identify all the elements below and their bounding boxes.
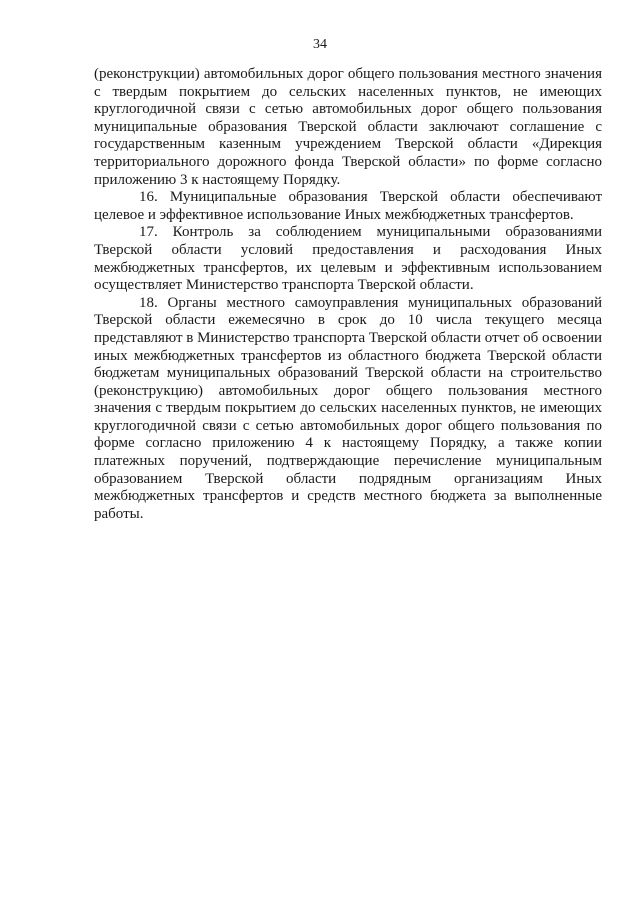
paragraph-18: 18. Органы местного самоуправления муниципальных образований Тверской области ежемесячно в срок до 10 числа текущего месяца представляют в Министерство транспорта Тверской области отчет об освоении иных межбюджетных трансфертов из областного бюджета Тверской области бюджетам муниципальных образований Тверской области на строительство (реконструкцию) автомобильных дорог общего пользования местного значения с твердым покрытием до сельских населенных пунктов, не имеющих круглогодичной связи с сетью автомобильных дорог общего пользования по форме согласно приложению 4 к настоящему Порядку, а также копии платежных поручений, подтверждающие перечисление муниципальным образованием Тверской области подрядным организациям Иных межбюджетных трансфертов и средств местного бюджета за выполненные работы. — [94, 294, 602, 522]
paragraph-16: 16. Муниципальные образования Тверской области обеспечивают целевое и эффективное использование Иных межбюджетных трансфертов. — [94, 189, 602, 223]
paragraph-17: 17. Контроль за соблюдением муниципальными образованиями Тверской области условий предоставления и расходования Иных межбюджетных трансфертов, их целевым и эффективным использованием осуществляет Министерство транспорта Тверской области. — [94, 224, 602, 294]
document-body — [94, 66, 602, 523]
paragraph-continuation: (реконструкции) автомобильных дорог общего пользования местного значения с твердым покрытием до сельских населенных пунктов, не имеющих круглогодичной связи с сетью автомобильных дорог общего пользования муниципальные образования Тверской области заключают соглашение с государственным казенным учреждением Тверской области «Дирекция территориального дорожного фонда Тверской области» по форме согласно приложению 3 к настоящему Порядку. — [94, 66, 602, 188]
page-number: 34 — [313, 37, 327, 52]
